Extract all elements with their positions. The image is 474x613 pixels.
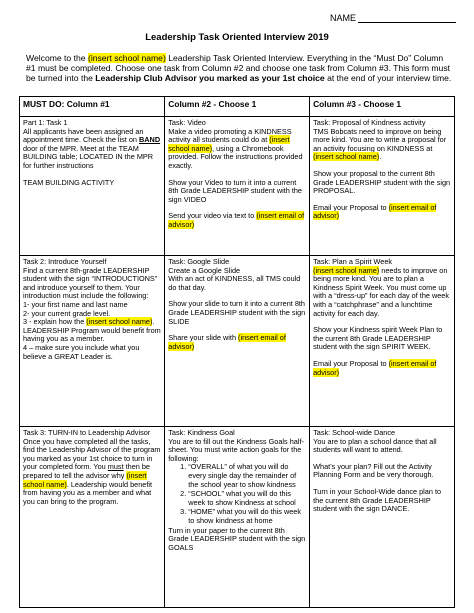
advisor-email-placeholder: (insert email of advisor) [168, 211, 305, 229]
advisor-email-placeholder: (insert email of advisor) [313, 358, 437, 377]
intro-text-3: at the end of your interview time. [327, 73, 452, 84]
cell-google-slide [165, 256, 310, 427]
cell-text: . [379, 152, 382, 162]
cell-text: then be prepared to tell the advisor why [23, 462, 150, 480]
cell-text: Turn in your paper to the current 8th Grade LEADERSHIP student with the sign GOALS [168, 525, 306, 552]
school-name-placeholder: (insert school name) [86, 317, 153, 327]
advisor-email-placeholder: (insert email of advisor) [313, 202, 437, 221]
cell-text: With an act of KINDNESS, all TMS could do that day. [168, 274, 301, 292]
cell-turn-in [20, 427, 165, 608]
cell-text: TMS Bobcats need to improve on being more kind. You are to write a proposal for an activity focusing on KINDNESS at [313, 126, 447, 153]
task-title: Task 2: Introduce Yourself [23, 257, 107, 266]
cell-text: Make a video promoting a KINDNESS activity all students could do at [168, 126, 292, 145]
must-text: must [107, 462, 124, 472]
school-name-placeholder: (insert school name) [87, 53, 166, 63]
cell-text: Email your Proposal to [313, 358, 387, 368]
cell-text: 3 - explain how the [23, 317, 85, 327]
school-name-placeholder: (insert school name) [23, 470, 147, 489]
school-name-placeholder: (insert school name) [313, 265, 380, 275]
list-item: 3. “HOME” what you will do this week to show kindness at home [188, 508, 306, 525]
list-item: 1. “OVERALL” of what you will do every single day the remainder of the school year to show kindness [188, 463, 306, 489]
cell-text: needs to improve on being more kind. You are to plan a Kindness Spirit Week. You must come up with a “dress-up” for each day of the week with a “catchphrase” and a lunchtime activity for each day. [313, 265, 449, 318]
goals-list [178, 463, 306, 525]
cell-text: Email your Proposal to [313, 202, 387, 212]
cell-proposal [310, 117, 455, 256]
intro-paragraph [26, 53, 452, 84]
cell-text: Show your Video to turn it into a current 8th Grade LEADERSHIP student with the sign VIDEO [168, 177, 302, 204]
cell-team-building [20, 117, 165, 256]
cell-text: You are to plan a school dance that all students will want to attend. [313, 436, 437, 455]
band-text: BAND [139, 135, 161, 145]
list-item: 2- your current grade level. [23, 308, 111, 318]
advisor-email-placeholder: (insert email of advisor) [168, 333, 286, 351]
cell-text: Create a Google Slide [168, 265, 241, 275]
school-name-placeholder: (insert school name) [168, 135, 290, 153]
task-title: Part 1: Task 1 [23, 118, 68, 127]
task-title: Task: Proposal of Kindness activity [313, 118, 426, 127]
name-label: NAME [330, 13, 357, 23]
column-header-1: MUST DO: Column #1 [20, 97, 165, 117]
cell-video [165, 117, 310, 256]
cell-text: Once you have completed all the tasks, find the Leadership Advisor of the program you marked as your 1st choice to turn in your completed form. You [23, 436, 161, 472]
list-item: 4 – make sure you include what you believe a GREAT Leader is. [23, 342, 140, 361]
cell-text: door of the MPR. Meet at the TEAM BUILDING table; LOCATED IN the MPR for further instructions [23, 143, 154, 170]
school-name-placeholder: (insert school name) [313, 152, 380, 162]
cell-text: What’s your plan? Fill out the Activity Planning Form and be very thorough. [313, 461, 434, 480]
cell-text: You are to fill out the Kindness Goals half-sheet. You must write action goals for the following: [168, 436, 304, 463]
cell-introduce-yourself [20, 256, 165, 427]
cell-text: Show your Kindness spirit Week Plan to the current 8th Grade LEADERSHIP student with the sign SPIRIT WEEK. [313, 325, 443, 352]
task-title: Task: Video [168, 118, 206, 127]
cell-kindness-goal [165, 427, 310, 608]
cell-text: Send your video via text to [168, 211, 255, 221]
cell-text: Show your proposal to the current 8th Grade LEADERSHIP student with the sign PROPOSAL. [313, 168, 451, 196]
column-header-2: Column #2 - Choose 1 [165, 97, 310, 117]
task-title: Task: School-wide Dance [313, 428, 396, 437]
intro-text-1: Welcome to the [26, 53, 86, 63]
task-title: Task: Google Slide [168, 257, 230, 266]
column-header-3: Column #3 - Choose 1 [310, 97, 455, 117]
cell-school-dance [310, 427, 455, 608]
list-item [23, 318, 161, 344]
list-item: 1- your first name and last name [23, 299, 128, 309]
cell-spirit-week [310, 256, 455, 427]
cell-text: Find a current 8th-grade LEADERSHIP student with the sign “INTRODUCTIONS” and introduce yourself to them. Your introduction must include the following: [23, 265, 158, 301]
cell-text: , using a Chromebook provided. Follow the instructions provided exactly. [168, 143, 303, 170]
task-title: Task 3: TURN-IN to Leadership Advisor [23, 428, 151, 437]
cell-text: Share your slide with [168, 333, 237, 343]
intro-text-2: Leadership Task Oriented Interview. Everything in the “Must Do” Column #1 must be completed. Choose one task from Column #2 and choose one task from Column #3. This form must be turned into the [26, 53, 451, 84]
cell-text: Show your slide to turn it into a current 8th Grade LEADERSHIP student with the sign SLIDE [168, 299, 306, 326]
cell-text: . LEADERSHIP Program would benefit from having you as a member. [23, 317, 161, 344]
cell-text: All applicants have been assigned an appointment time. Check the list on [23, 126, 144, 145]
name-field [330, 13, 456, 23]
task-title: Task: Kindness Goal [168, 428, 235, 437]
name-blank-line [358, 13, 456, 23]
cell-text: . Leadership would benefit from having you as a member and what you can bring to the program. [23, 479, 153, 506]
document-title: Leadership Task Oriented Interview 2019 [145, 32, 329, 43]
cell-text: Turn in your School-Wide dance plan to the current 8th Grade LEADERSHIP student with the sign DANCE. [313, 486, 442, 514]
list-item: 2. “SCHOOL” what you will do this week to show Kindness at school [188, 490, 306, 507]
intro-bold-text: Leadership Club Advisor you marked as your 1st choice [95, 73, 325, 84]
task-title: Task: Plan a Spirit Week [313, 257, 393, 266]
task-table [19, 96, 455, 608]
cell-text: TEAM BUILDING ACTIVITY [23, 177, 115, 187]
